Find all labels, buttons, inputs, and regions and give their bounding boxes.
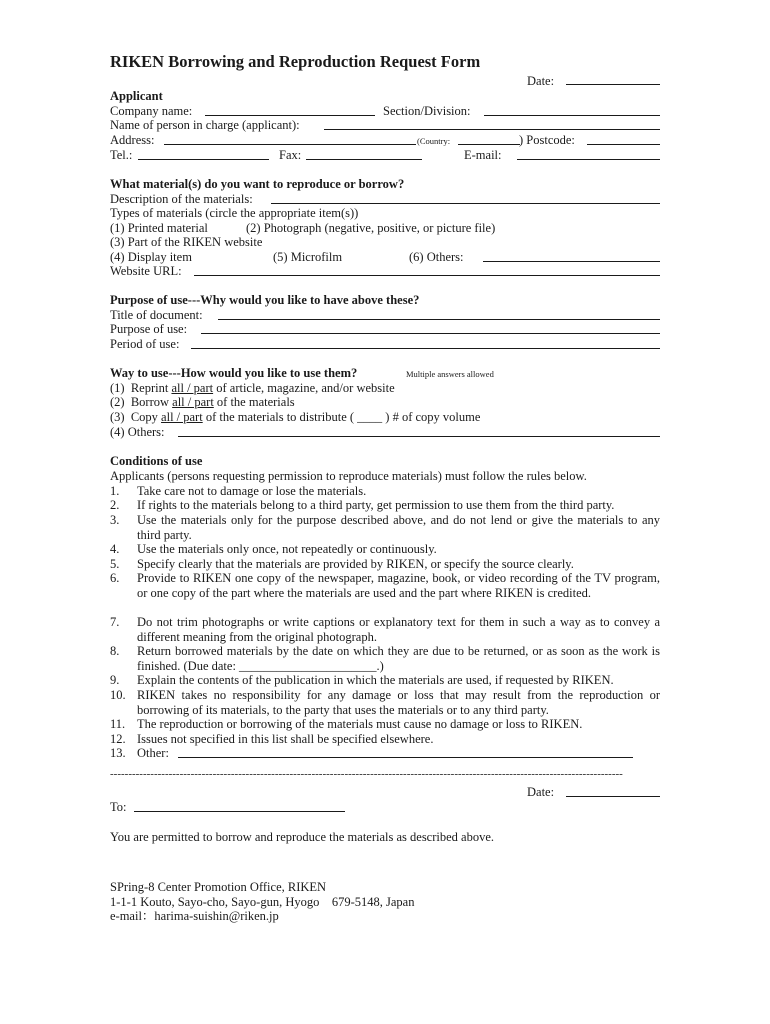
description-field[interactable] <box>271 203 660 204</box>
period-of-use-field[interactable] <box>191 348 660 349</box>
postcode-field[interactable] <box>587 144 660 145</box>
rule-number: 2. <box>110 498 120 512</box>
office-address: 1-1-1 Kouto, Sayo-cho, Sayo-gun, Hyogo 679-5148, Japan <box>110 895 415 909</box>
type-photograph[interactable]: (2) Photograph (negative, positive, or picture file) <box>246 221 496 235</box>
rule-text: Specify clearly that the materials are provided by RIKEN, or specify the source clearly. <box>137 557 574 571</box>
rule-text: Return borrowed materials by the date on which they are due to be returned, or as soon as the work is finished. (Due date: ______________________.) <box>137 644 660 673</box>
to-field[interactable] <box>134 811 345 812</box>
response-date-field[interactable] <box>566 796 660 797</box>
all-part-option[interactable]: all / part <box>161 410 203 424</box>
way-borrow-text: (2) Borrow <box>110 395 173 409</box>
way-others[interactable]: (4) Others: <box>110 425 165 439</box>
description-label: Description of the materials: <box>110 192 253 206</box>
way-copy[interactable] <box>110 410 480 424</box>
rule-text: Use the materials only for the purpose described above, and do not lend or give the materials to any third party. <box>137 513 660 542</box>
date-label: Date: <box>527 74 555 88</box>
rule-text: RIKEN takes no responsibility for any damage or loss that may result from the reproduction or borrowing of its materials, to the party that uses the materials or to any third party. <box>137 688 660 717</box>
website-url-label: Website URL: <box>110 264 182 278</box>
type-display-item[interactable]: (4) Display item <box>110 250 192 264</box>
types-label: Types of materials (circle the appropriate item(s)) <box>110 206 359 220</box>
purpose-of-use-field[interactable] <box>201 333 660 334</box>
type-printed-material[interactable]: (1) Printed material <box>110 221 208 235</box>
rule-text: Provide to RIKEN one copy of the newspaper, magazine, book, or video recording of the TV program, or one copy of the part where the materials are used and the part where RIKEN is credited. <box>137 571 660 600</box>
conditions-heading: Conditions of use <box>110 454 203 468</box>
materials-heading: What material(s) do you want to reproduce or borrow? <box>110 177 405 191</box>
all-part-option[interactable]: all / part <box>172 395 214 409</box>
person-in-charge-label: Name of person in charge (applicant): <box>110 118 300 132</box>
all-part-option[interactable]: all / part <box>171 381 214 395</box>
office-email: e-mail：harima-suishin@riken.jp <box>110 909 279 923</box>
other-condition-field[interactable] <box>178 757 633 758</box>
way-borrow-text-end: of the materials <box>213 395 295 409</box>
rule-number: 10. <box>110 688 126 702</box>
rule-text: If rights to the materials belong to a third party, get permission to use them from the third party. <box>137 498 615 512</box>
rule-number: 3. <box>110 513 120 527</box>
rule-number: 9. <box>110 673 120 687</box>
address-field[interactable] <box>164 144 416 145</box>
document-title-label: Title of document: <box>110 308 203 322</box>
to-label: To: <box>110 800 127 814</box>
tel-label: Tel.: <box>110 148 133 162</box>
rule-text: Explain the contents of the publication in which the materials are used, if requested by RIKEN. <box>137 673 614 687</box>
person-in-charge-field[interactable] <box>324 129 660 130</box>
office-name: SPring-8 Center Promotion Office, RIKEN <box>110 880 327 894</box>
way-copy-text-end: of the materials to distribute ( ____ ) # of copy volume <box>202 410 481 424</box>
rule-text: The reproduction or borrowing of the materials must cause no damage or loss to RIKEN. <box>137 717 583 731</box>
conditions-intro: Applicants (persons requesting permission to reproduce materials) must follow the rules below. <box>110 469 587 483</box>
purpose-heading: Purpose of use---Why would you like to have above these? <box>110 293 420 307</box>
rule-number: 13. <box>110 746 126 760</box>
way-others-field[interactable] <box>178 436 660 437</box>
section-division-field[interactable] <box>484 115 660 116</box>
fax-field[interactable] <box>306 159 422 160</box>
company-name-label: Company name: <box>110 104 193 118</box>
rule-number: 5. <box>110 557 120 571</box>
document-title-field[interactable] <box>218 319 660 320</box>
way-reprint[interactable] <box>110 381 395 395</box>
applicant-heading: Applicant <box>110 89 163 103</box>
response-date-label: Date: <box>527 785 555 799</box>
country-field[interactable] <box>458 144 520 145</box>
way-reprint-text: (1) Reprint <box>110 381 172 395</box>
country-label: (Country: <box>417 136 451 146</box>
way-reprint-text-end: of article, magazine, and/or website <box>213 381 395 395</box>
period-of-use-label: Period of use: <box>110 337 180 351</box>
section-division-label: Section/Division: <box>383 104 471 118</box>
rule-number: 11. <box>110 717 126 731</box>
rule-number: 4. <box>110 542 120 556</box>
rule-number: 7. <box>110 615 120 629</box>
permission-statement: You are permitted to borrow and reproduce the materials as described above. <box>110 830 495 844</box>
multiple-answers-note: Multiple answers allowed <box>406 369 494 379</box>
rule-text: Other: <box>137 746 169 760</box>
way-borrow[interactable] <box>110 395 295 409</box>
form-title: RIKEN Borrowing and Reproduction Request Form <box>110 52 481 71</box>
rule-text: Use the materials only once, not repeatedly or continuously. <box>137 542 437 556</box>
rule-number: 1. <box>110 484 120 498</box>
type-others-field[interactable] <box>483 261 660 262</box>
way-copy-text: (3) Copy <box>110 410 162 424</box>
type-others[interactable]: (6) Others: <box>409 250 464 264</box>
postcode-label: ) Postcode: <box>519 133 575 147</box>
separator-dashed-line: -------------------------------------------------------------------------------------------------------------------------------------------- <box>110 768 623 780</box>
tel-field[interactable] <box>138 159 269 160</box>
rule-number: 8. <box>110 644 120 658</box>
email-label: E-mail: <box>464 148 502 162</box>
email-field[interactable] <box>517 159 660 160</box>
purpose-of-use-label: Purpose of use: <box>110 322 188 336</box>
rule-text: Do not trim photographs or write captions or explanatory text for them in such a way as to convey a different meaning from the original photograph. <box>137 615 660 644</box>
rule-number: 12. <box>110 732 126 746</box>
website-url-field[interactable] <box>194 275 660 276</box>
way-to-use-heading: Way to use---How would you like to use them? <box>110 366 358 380</box>
date-field[interactable] <box>566 84 660 85</box>
fax-label: Fax: <box>279 148 302 162</box>
address-label: Address: <box>110 133 155 147</box>
company-name-field[interactable] <box>205 115 375 116</box>
type-website[interactable]: (3) Part of the RIKEN website <box>110 235 263 249</box>
rule-text: Issues not specified in this list shall be specified elsewhere. <box>137 732 434 746</box>
rule-number: 6. <box>110 571 120 585</box>
rule-text: Take care not to damage or lose the materials. <box>137 484 367 498</box>
type-microfilm[interactable]: (5) Microfilm <box>273 250 343 264</box>
